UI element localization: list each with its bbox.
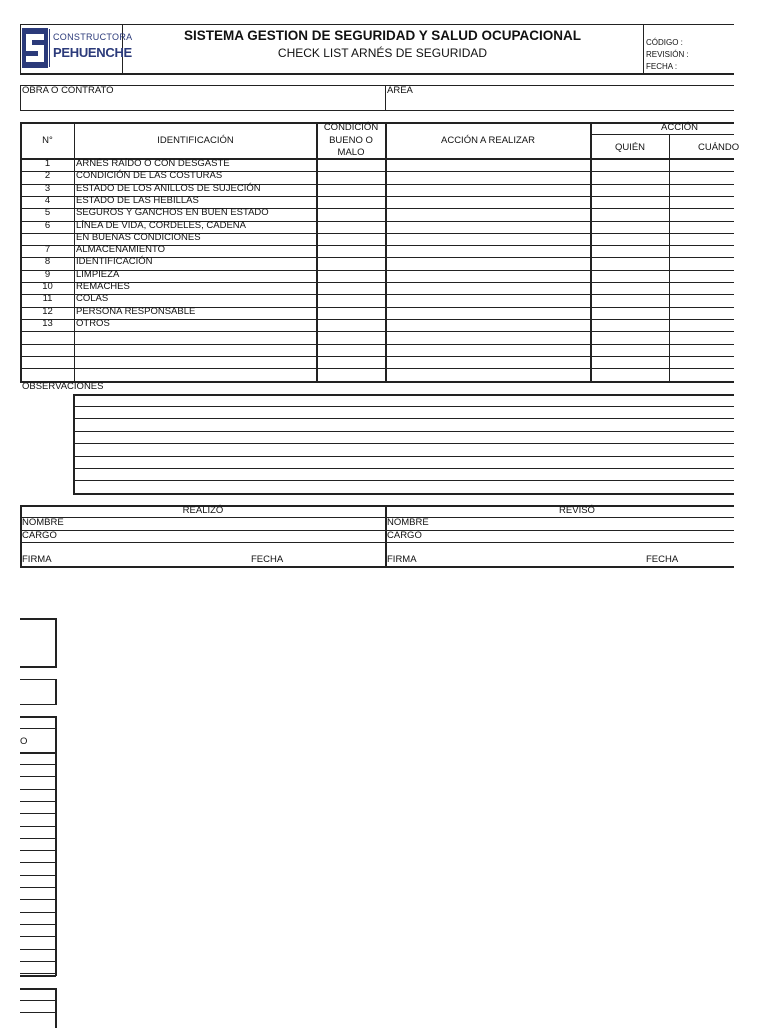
obra-contrato-field[interactable]: OBRA O CONTRATO [22,85,114,96]
row-item: SEGUROS Y GANCHOS EN BUEN ESTADO [76,207,269,219]
col-header-condicion-3: MALO [337,147,365,158]
row-item: ESTADO DE LOS ANILLOS DE SUJECIÓN [76,182,261,194]
meta-revision: REVISIÓN : [646,50,689,59]
row-item: ALMACENAMIENTO [76,244,166,256]
realizo-nombre[interactable]: NOMBRE [22,517,64,528]
document-title: SISTEMA GESTION DE SEGURIDAD Y SALUD OCUPACIONAL [183,28,582,43]
col-header-condicion-1: CONDICIÓN [323,122,379,133]
realizo-title: REALIZÓ [182,505,224,516]
col-header-accion: ACCIÓN [661,122,698,133]
row-number: 13 [42,317,53,329]
reviso-cargo[interactable]: CARGO [387,530,422,541]
row-item: OTROS [76,317,110,329]
realizo-firma[interactable]: FIRMA [22,554,52,565]
row-number: 11 [42,293,53,305]
realizo-cargo[interactable]: CARGO [22,530,57,541]
logo-line1: CONSTRUCTORA [53,32,133,42]
row-item: EN BUENAS CONDICIONES [76,231,201,243]
observaciones-label: OBSERVACIONES [22,381,104,392]
reviso-nombre[interactable]: NOMBRE [387,517,429,528]
row-number: 4 [44,194,51,206]
row-item: PERSONA RESPONSABLE [76,305,196,317]
row-item: IDENTIFICACIÓN [76,256,153,268]
reviso-fecha[interactable]: FECHA [646,554,679,565]
next-page-fragment [0,600,70,1024]
row-number: 8 [44,256,51,268]
col-header-n: N° [42,135,53,146]
row-number: 6 [44,219,51,231]
logo-line2: PEHUENCHE [53,45,132,60]
col-header-condicion-2: BUENO O [329,135,373,146]
row-item: LIMPIEZA [76,268,120,280]
row-number: 1 [44,158,51,169]
document-subtitle: CHECK LIST ARNÉS DE SEGURIDAD [277,46,488,60]
meta-fecha: FECHA : [646,62,678,71]
row-item: LÍNEA DE VIDA, CORDELES, CADENA [76,219,246,231]
row-number: 2 [44,170,51,182]
row-number: 3 [44,182,51,194]
row-number: 12 [42,305,53,317]
col-header-quien: QUIÉN [614,142,646,153]
row-item: CONDICIÓN DE LAS COSTURAS [76,170,223,182]
row-number: 7 [44,244,51,256]
row-item: ARNÉS RAÍDO O CON DESGASTE [76,158,230,169]
meta-codigo: CÓDIGO : [646,38,683,47]
col-header-accion-realizar: ACCIÓN A REALIZAR [441,135,535,146]
row-item: COLAS [76,293,109,305]
row-number: 10 [42,281,53,292]
next-page-partial-letter: O [20,736,28,747]
row-number: 9 [44,268,51,280]
realizo-fecha[interactable]: FECHA [251,554,284,565]
row-number: 5 [44,207,51,219]
area-field[interactable]: ÁREA [387,85,413,96]
col-header-cuando: CUÁNDO [698,142,740,153]
col-header-identificacion: IDENTIFICACIÓN [157,135,234,146]
row-item: ESTADO DE LAS HEBILLAS [76,194,199,206]
reviso-firma[interactable]: FIRMA [387,554,417,565]
row-item: REMACHES [76,281,130,292]
reviso-title: REVISÓ [559,505,595,516]
